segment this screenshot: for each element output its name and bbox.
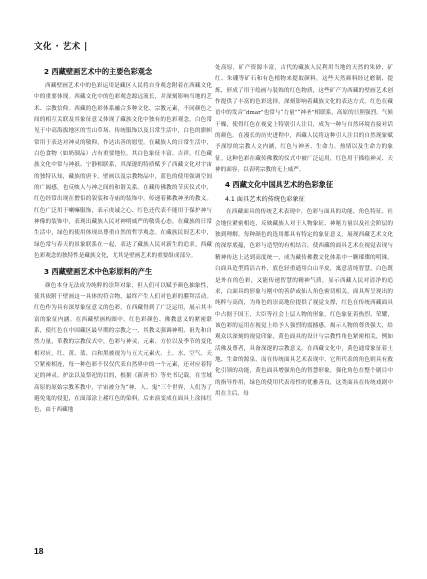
section-4-heading: 4 西藏文化中国具艺术的色彩象征 <box>225 180 334 190</box>
left-column <box>34 63 212 417</box>
paragraph-color-concepts: 西藏壁画艺术中的色彩运用是藏区人民将自身观念附着在西藏文化中的重要体现。西藏文化中的色彩观念源远流长，并深刻影响当地的艺术、宗教信仰。西藏的色彩体系融合多种文化、宗教元素，不同颜色之间的相互关联及其象征意义体现了藏族文化中独有的色彩观念，白色常见于中高海拔地区的雪山草场、传统服饰以及日常生活中，白色的旗帜常用于表达对神灵的敬仰，作达出善的愿望。在藏族人的日常生活中，白色食物（如奶制品）占有重要地位，其白色象征丰富、吉祥。红色藏族文化中常与神祇、宁静相联系，其深邃的特质赋予了西藏文化对宇宙的独特认知，藏族的唐卡、壁画以及宗教物品中，蓝色的使用强调空间的广阔感，也反映人与神之间的和谐关系。在藏传佛教的节庆仪式中，红色经常出现在僧侣的袈裟和寺庙的装饰中，传递着佛教神圣的教义。红色广泛用于喇嘛服饰，表示虔诚之心、红色还代表不能用于保护神与神像的装饰中，表现出藏族人民对神明威严的敬畏心态。在藏族的日常生活中，绿色的使用体现出尊重自然的哲学观念。在藏族民间艺术中，绿色常与春天的景象联系在一起，表达了藏族人民对新生的追求。西藏色彩观念的独特性是藏族文化，尤其是壁画艺术的重要组成部分。 <box>34 83 212 260</box>
section-3-heading: 3 西藏壁画艺术中色彩原料的产生 <box>44 266 153 276</box>
right-column <box>215 63 393 400</box>
paragraph-mask-colors: 在西藏面具的传统艺术表现中，色彩与面具的功能、角色特征、社会地位紧密相连，反映藏族人对于人物象征、神秘力量以及社会阶层的独到理解。每种颜色的选用都具有特定的象征意义，展现西藏艺术文化的深厚底蕴，色彩与造型的有机结合，使西藏的面具艺术在视觉表现与精神传达上达到高度统一，成为藏传佛教文化体系中一颗璀璨的明珠。白面具造型简洁古朴，底色轻重通用白山羊皮，寓意清纯智慧，白色既是外在的色彩，又能传递智慧的精神气质，显示西藏人民对清净的追求，白面具的形象与刚中的善萨或仙人角色密切相关，面具所呈现出的纯粹与高尚，为角色的崇高地位提供了视觉支撑，红色在传统西藏面具中占据于国王、大臣等社会上层人物的形象，红色象征着热烈、荣耀，该色彩的运用在视觉上给予人强烈的震撼感，揭示人物的尊贵强大，给观众以深刻的视觉印象，黄色面具的设计与宗教性角色紧密相关，例如活佛及尊者，具备深邃的宗教意义。在西藏文化中，黄色通常象征着土地、生命的源泉，而在传统面具艺术表现中，它所代表的角色则具有救化引领的功能，黄色面具增强角色的智慧形象，强化角色在整个剧目中的指导作用，绿色的使用代表母性的优雅善良，这类面具在传统戏剧中用在主后、母 <box>215 209 393 397</box>
section-4-1-heading: 4.1 面具艺术的传统色彩象征 <box>225 196 305 204</box>
page-number: 18 <box>34 546 44 556</box>
running-header: 文化 · 艺术 | <box>34 42 88 52</box>
paragraph-continued: 处高原，矿产资源丰富，古代的藏族人民利用当地的天然的朱砂、矿红、朱硼等矿石和有色植物来提取颜料，这些天然颜料经过磨制、提炼，形成了用于绘画与装饰的红色物质，这些矿产为西藏的壁画艺术创作提供了丰富的色彩选择，深刻影响着藏族文化的表达方式。红色在藏语中的发音“dmar”也常与“力量”“神圣”相联系，高原的日照强烈、气候干燥，使得红色在视觉上特别引人注目，成为一种与自然环境直接对话的颜色。在漫长的历史进程中，西藏人民将这种引人注目的自然现象赋予深厚的宗教人文内涵，红色与神圣、生命力、热情以及生命力的象征。这种色彩在藏传佛教的仪式中被广泛运用，红色用于描绘神灵、天神的面容，以表明宗教的无上威严。 <box>215 65 393 174</box>
paragraph-pigment-origins: 颜色本身无法成为纯粹的崇拜对象，但人们可以赋予颜色抽象性，使其依附于壁画这一具体的符合物，最终产生人们对色彩的膜拜活动。红色作为具有深厚象征意义的色彩，在西藏得到了广泛运用，展示其丰富的象征内涵。在西藏壁画构图中，红色彩颜色、佛教意义的紧密联系，使红色在中国藏区最早期的宗教之一，其教义强调神明、祖先和自然力量，革教的宗教仪式中，色彩与神灵、元素、方位以及季节的变化相对应，红、黄、蓝、白和黑被视为与五大元素火、土、水、空气、天空紧密相连，每一种色彩不仅仅代表自然界中的一个元素，还对应着特定的神灵、护法以及祭祀的目的，根据《新唐书》等史书记载，在雪域高原的原始宗教苯教中，宇宙被分为“神、人、鬼”三个世界，人们为了避免鬼的侵犯，在面部涂上赭红色的染料，后来演变成在面具上涂抹红色，由于西藏地 <box>34 282 212 414</box>
section-2-heading: 2 西藏壁画艺术中的主要色彩观念 <box>44 67 153 76</box>
